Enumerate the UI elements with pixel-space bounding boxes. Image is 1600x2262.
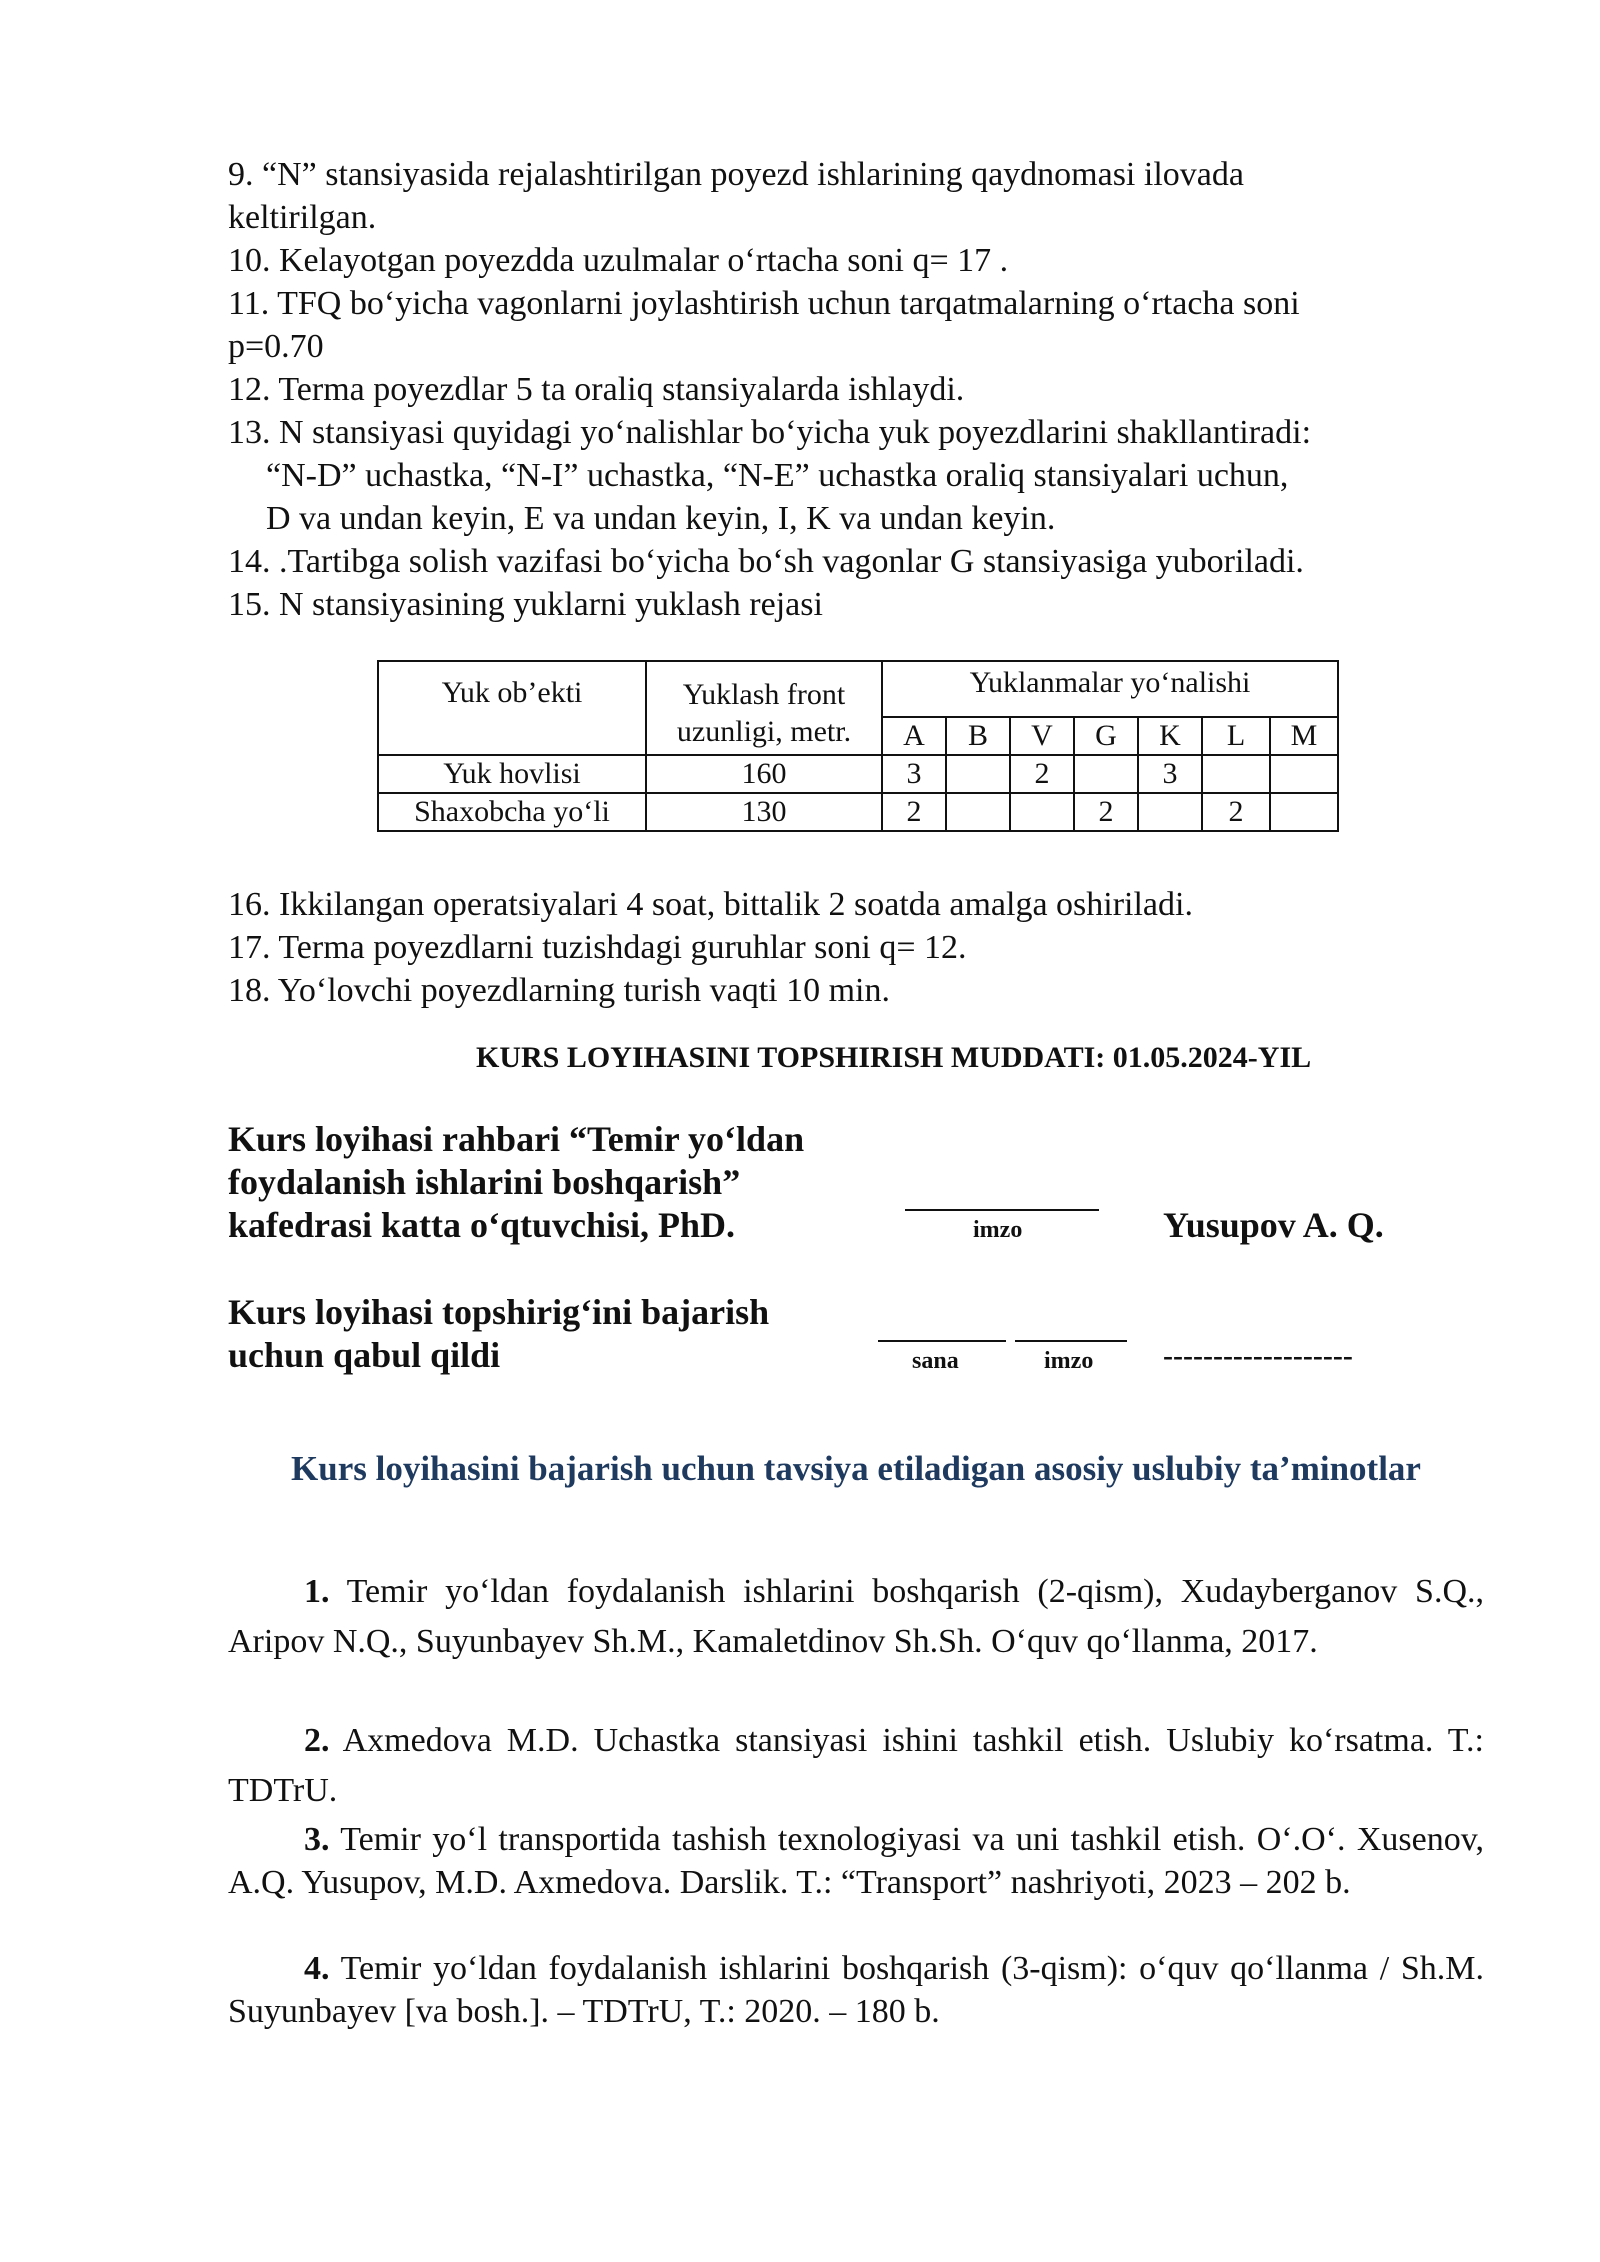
item-14: 14. .Tartibga solish vazifasi bo‘yicha bo‘sh vagonlar G stansiyasiga yuboriladi.	[228, 543, 1304, 580]
cell: 3	[1138, 755, 1202, 793]
cell	[946, 755, 1010, 793]
cell	[1270, 793, 1338, 831]
imzo-label-2: imzo	[1044, 1348, 1094, 1374]
reference-1	[228, 1567, 1484, 1667]
ref-number: 1.	[304, 1573, 330, 1610]
ref-number: 4.	[304, 1950, 330, 1987]
ref-text: Temir yo‘l transportida tashish texnologiyasi va uni tashkil etish. O‘.O‘. Xusenov, A.Q. Yusupov, M.D. Axmedova. Darslik. T.: “Transport” nashriyoti, 2023 – 202 b.	[228, 1821, 1484, 1901]
item-16: 16. Ikkilangan operatsiyalari 4 soat, bittalik 2 soatda amalga oshiriladi.	[228, 886, 1193, 923]
cell: 2	[1202, 793, 1270, 831]
signature-line-2	[1015, 1340, 1127, 1342]
item-15: 15. N stansiyasining yuklarni yuklash rejasi	[228, 586, 823, 623]
ref-text: Temir yo‘ldan foydalanish ishlarini boshqarish (2-qism), Xudayberganov S.Q., Aripov N.Q., Suyunbayev Sh.M., Kamaletdinov Sh.Sh. O‘quv qo‘llanma, 2017.	[228, 1573, 1484, 1660]
ref-text: Axmedova M.D. Uchastka stansiyasi ishini tashkil etish. Uslubiy ko‘rsatma. T.: TDTrU.	[228, 1722, 1484, 1809]
ref-text: Temir yo‘ldan foydalanish ishlarini boshqarish (3-qism): o‘quv qo‘llanma / Sh.M. Suyunbayev [va bosh.]. – TDTrU, T.: 2020. – 180 b.	[228, 1950, 1484, 2030]
col-header: K	[1138, 717, 1202, 755]
col-header: B	[946, 717, 1010, 755]
header-object: Yuk ob’ekti	[378, 661, 646, 755]
cell: 3	[882, 755, 946, 793]
item-12: 12. Terma poyezdlar 5 ta oraliq stansiyalarda ishlaydi.	[228, 371, 965, 408]
imzo-label: imzo	[973, 1217, 1023, 1243]
cell	[1270, 755, 1338, 793]
cell: 2	[1074, 793, 1138, 831]
col-header: V	[1010, 717, 1074, 755]
item-11-line-1: 11. TFQ bo‘yicha vagonlarni joylashtirish uchun tarqatmalarning o‘rtacha soni	[228, 285, 1300, 322]
reference-4	[228, 1947, 1484, 2033]
ref-number: 3.	[304, 1821, 330, 1858]
receiver-line-1: Kurs loyihasi topshirig‘ini bajarish	[228, 1292, 770, 1332]
item-13-line-1: 13. N stansiyasi quyidagi yo‘nalishlar bo‘yicha yuk poyezdlarini shakllantiradi:	[228, 414, 1312, 451]
supervisor-name: Yusupov A. Q.	[1163, 1205, 1384, 1245]
col-header: G	[1074, 717, 1138, 755]
references-heading: Kurs loyihasini bajarish uchun tavsiya etiladigan asosiy uslubiy ta’minotlar	[291, 1449, 1421, 1488]
deadline: KURS LOYIHASINI TOPSHIRISH MUDDATI: 01.05.2024-YIL	[476, 1041, 1312, 1074]
sana-label: sana	[912, 1348, 959, 1374]
item-9-line-1: 9. “N” stansiyasida rejalashtirilgan poyezd ishlarining qaydnomasi ilovada	[228, 156, 1244, 193]
supervisor-line-3: kafedrasi katta o‘qtuvchisi, PhD.	[228, 1205, 736, 1245]
cell	[1074, 755, 1138, 793]
cell: 2	[1010, 755, 1074, 793]
reference-2	[228, 1716, 1484, 1816]
row-name: Yuk hovlisi	[378, 755, 646, 793]
row-front: 130	[646, 793, 882, 831]
item-13-line-2: “N-D” uchastka, “N-I” uchastka, “N-E” uchastka oraliq stansiyalari uchun,	[266, 457, 1289, 494]
col-header: A	[882, 717, 946, 755]
reference-3	[228, 1818, 1484, 1904]
item-11-line-2: p=0.70	[228, 328, 324, 365]
loading-plan-table	[377, 660, 1339, 832]
cell: 2	[882, 793, 946, 831]
signature-line	[905, 1209, 1099, 1211]
row-name: Shaxobcha yo‘li	[378, 793, 646, 831]
header-directions: Yuklanmalar yo‘nalishi	[882, 661, 1338, 717]
row-front: 160	[646, 755, 882, 793]
col-header: M	[1270, 717, 1338, 755]
table-row	[378, 755, 1338, 793]
col-header: L	[1202, 717, 1270, 755]
supervisor-line-1: Kurs loyihasi rahbari “Temir yo‘ldan	[228, 1119, 805, 1159]
header-front: Yuklash front uzunligi, metr.	[646, 661, 882, 755]
receiver-line-2: uchun qabul qildi	[228, 1335, 501, 1375]
ref-number: 2.	[304, 1722, 330, 1759]
cell	[946, 793, 1010, 831]
item-10: 10. Kelayotgan poyezdda uzulmalar o‘rtacha soni q= 17 .	[228, 242, 1009, 279]
item-18: 18. Yo‘lovchi poyezdlarning turish vaqti 10 min.	[228, 972, 891, 1009]
item-13-line-3: D va undan keyin, E va undan keyin, I, K va undan keyin.	[266, 500, 1056, 537]
item-9-line-2: keltirilgan.	[228, 199, 377, 236]
cell	[1202, 755, 1270, 793]
table-row	[378, 793, 1338, 831]
supervisor-line-2: foydalanish ishlarini boshqarish”	[228, 1162, 741, 1202]
cell	[1010, 793, 1074, 831]
cell	[1138, 793, 1202, 831]
name-dashes: -------------------	[1163, 1339, 1353, 1372]
date-line	[878, 1340, 1006, 1342]
item-17: 17. Terma poyezdlarni tuzishdagi guruhlar soni q= 12.	[228, 929, 967, 966]
